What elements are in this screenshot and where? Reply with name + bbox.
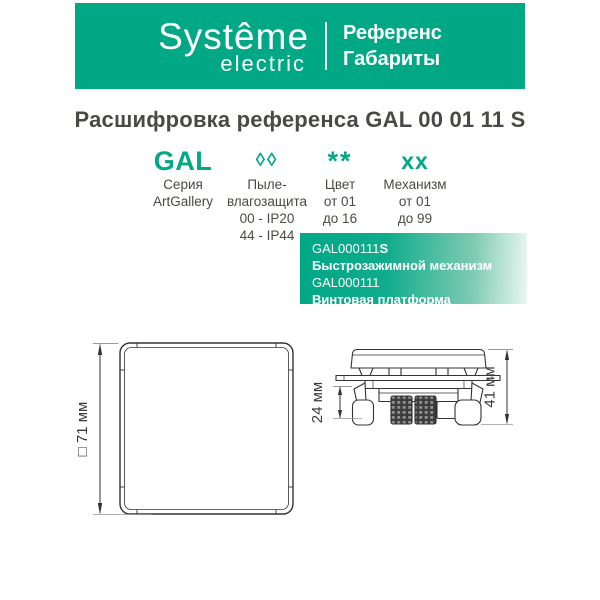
protection-caption-line: Пыле- bbox=[247, 177, 287, 192]
mechanism-caption-line: до 99 bbox=[397, 211, 433, 226]
header-band bbox=[75, 3, 525, 89]
document-type-title bbox=[343, 20, 442, 72]
variant-label-2: Винтовая платформа bbox=[312, 292, 451, 307]
mechanism-caption-line: от 01 bbox=[398, 194, 432, 209]
series-caption-line: ArtGallery bbox=[152, 194, 213, 209]
color-caption-line: от 01 bbox=[323, 194, 357, 209]
systeme-electric-logo bbox=[158, 15, 310, 76]
logo-brand-sub: electric bbox=[220, 50, 307, 76]
protection-caption-line: 00 - IP20 bbox=[239, 211, 295, 226]
side-view-drawing bbox=[336, 350, 500, 426]
side-view-total-label: 41 мм bbox=[481, 366, 499, 408]
protection-caption-line: влагозащита bbox=[226, 194, 308, 209]
variant-code-2: GAL000111 bbox=[312, 275, 380, 290]
protection-code: ◊◊ bbox=[255, 150, 279, 171]
front-view-drawing bbox=[120, 343, 293, 514]
variants-box bbox=[300, 233, 527, 307]
logo-brand-name: Systême bbox=[158, 15, 310, 57]
variant-label-1: Быстрозажимной механизм bbox=[312, 258, 493, 273]
variant-code-1-suffix: S bbox=[379, 241, 389, 256]
series-code: GAL bbox=[153, 146, 213, 176]
header-divider bbox=[325, 22, 327, 70]
series-caption-line: Серия bbox=[163, 177, 203, 192]
color-caption-line: Цвет bbox=[324, 177, 356, 192]
doc-title-line2: Габариты bbox=[343, 48, 441, 70]
variant-code-1: GAL000111S bbox=[312, 241, 389, 256]
protection-caption-line: 44 - IP44 bbox=[239, 228, 295, 243]
side-view-depth-label: 24 мм bbox=[309, 381, 326, 424]
mechanism-caption-line: Механизм bbox=[383, 177, 447, 192]
front-view-size-label: □ 71 мм bbox=[74, 401, 91, 457]
mechanism-code: xx bbox=[401, 148, 429, 174]
page-title: Расшифровка референса GAL 00 01 11 S bbox=[74, 107, 526, 132]
doc-title-line1: Референс bbox=[343, 22, 442, 44]
breakdown-column-mechanism bbox=[355, 146, 475, 227]
color-caption-line: до 16 bbox=[322, 211, 358, 226]
dimension-drawings bbox=[0, 330, 600, 580]
color-code: ** bbox=[327, 146, 353, 176]
